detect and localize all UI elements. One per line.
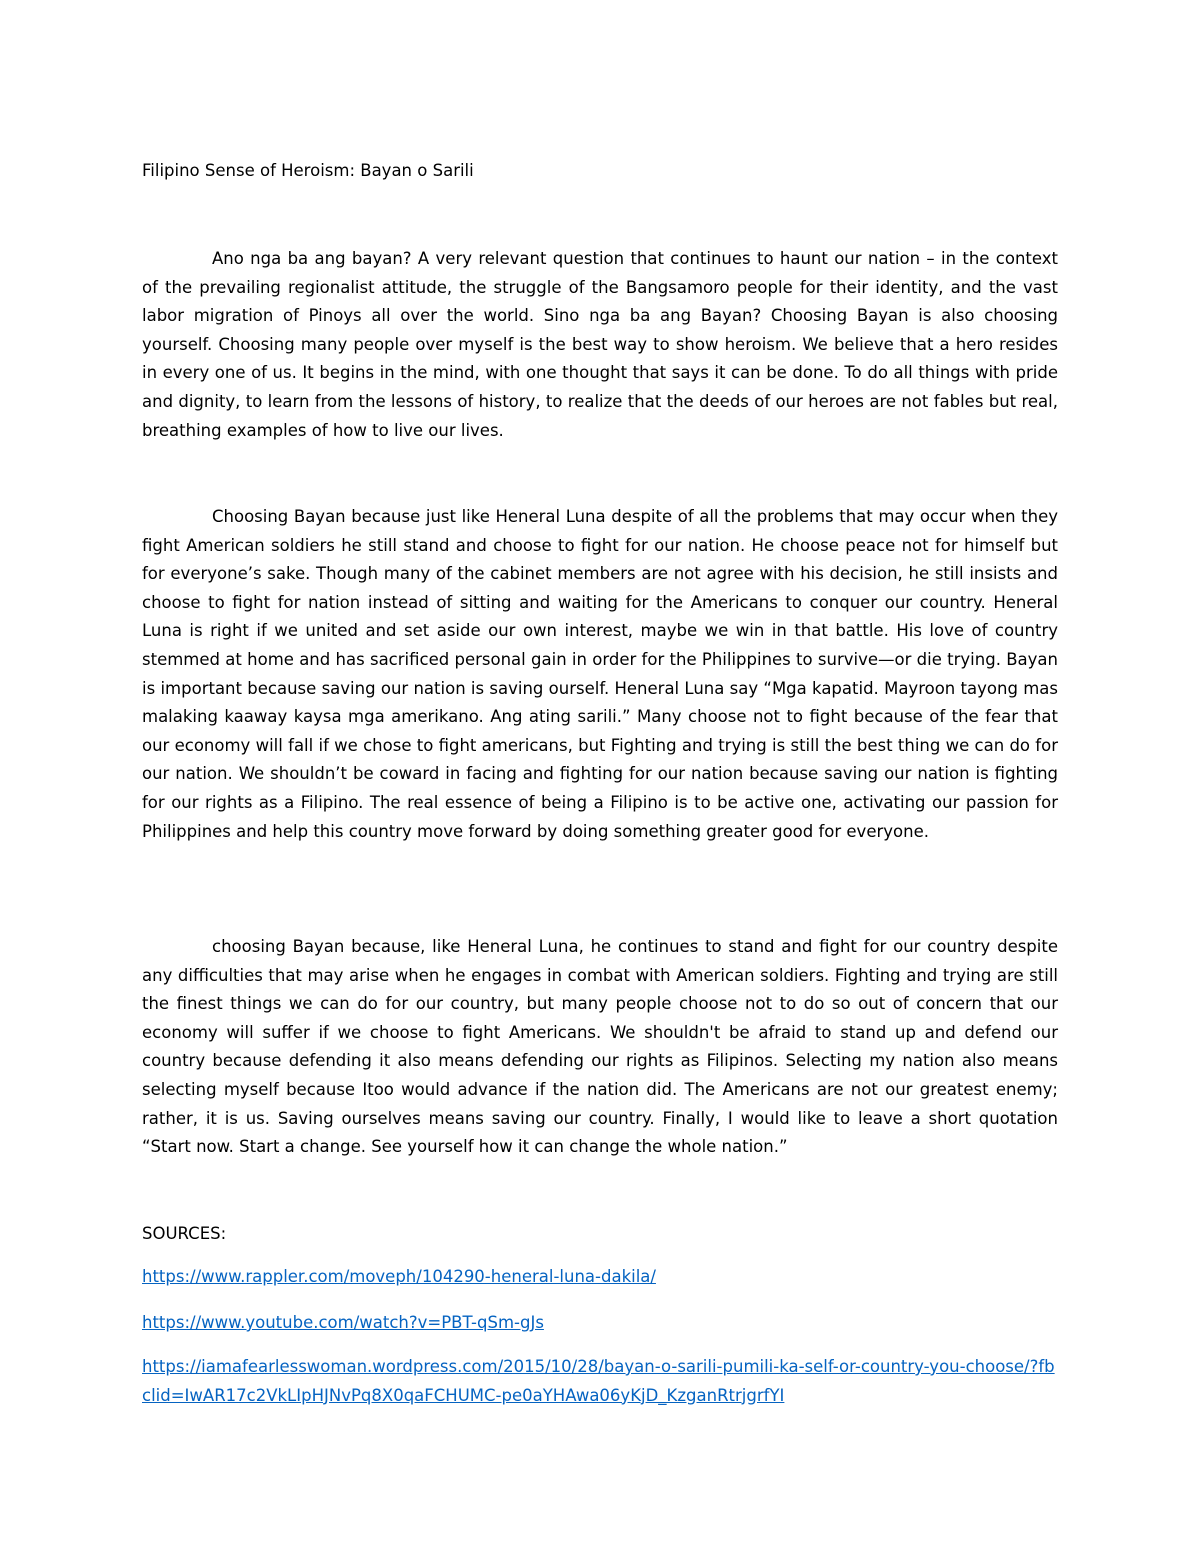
- sources-heading: SOURCES:: [142, 1224, 227, 1243]
- document-title: Filipino Sense of Heroism: Bayan o Sarili: [142, 161, 474, 180]
- body-paragraph-3: choosing Bayan because, like Heneral Luna, he continues to stand and fight for our country despite any difficulties that may arise when he engages in combat with American soldiers. Fighting and trying are still the finest things we can do for our country, but many people choose not to do so out of concern that our economy will suffer if we choose to fight Americans. We shouldn't be afraid to stand up and defend our country because defending it also means defending our rights as Filipinos. Selecting my nation also means selecting myself because Itoo would advance if the nation did. The Americans are not our greatest enemy; rather, it is us. Saving ourselves means saving our country. Finally, I would like to leave a short quotation “Start now. Start a change. See yourself how it can change the whole nation.”: [142, 937, 1058, 1157]
- source-link-youtube[interactable]: https://www.youtube.com/watch?v=PBT-qSm-gJs: [142, 1313, 544, 1332]
- source-link-wordpress[interactable]: https://iamafearlesswoman.wordpress.com/2015/10/28/bayan-o-sarili-pumili-ka-self-or-country-you-choose/?fbclid=IwAR17c2VkLIpHJNvPq8X0qaFCHUMC-pe0aYHAwa06yKjD_KzganRtrjgrfYI: [142, 1357, 1055, 1405]
- body-paragraph-1: Ano nga ba ang bayan? A very relevant question that continues to haunt our nation – in the context of the prevailing regionalist attitude, the struggle of the Bangsamoro people for their identity, and the vast labor migration of Pinoys all over the world. Sino nga ba ang Bayan? Choosing Bayan is also choosing yourself. Choosing many people over myself is the best way to show heroism. We believe that a hero resides in every one of us. It begins in the mind, with one thought that says it can be done. To do all things with pride and dignity, to learn from the lessons of history, to realize that the deeds of our heroes are not fables but real, breathing examples of how to live our lives.: [142, 249, 1058, 440]
- source-link-rappler[interactable]: https://www.rappler.com/moveph/104290-heneral-luna-dakila/: [142, 1267, 656, 1286]
- body-paragraph-2: Choosing Bayan because just like Heneral Luna despite of all the problems that may occur when they fight American soldiers he still stand and choose to fight for our nation. He choose peace not for himself but for everyone’s sake. Though many of the cabinet members are not agree with his decision, he still insists and choose to fight for nation instead of sitting and waiting for the Americans to conquer our country. Heneral Luna is right if we united and set aside our own interest, maybe we win in that battle. His love of country stemmed at home and has sacrificed personal gain in order for the Philippines to survive—or die trying. Bayan is important because saving our nation is saving ourself. Heneral Luna say “Mga kapatid. Mayroon tayong mas malaking kaaway kaysa mga amerikano. Ang ating sarili.” Many choose not to fight because of the fear that our economy will fall if we chose to fight americans, but Fighting and trying is still the best thing we can do for our nation. We shouldn’t be coward in facing and fighting for our nation because saving our nation is fighting for our rights as a Filipino. The real essence of being a Filipino is to be active one, activating our passion for Philippines and help this country move forward by doing something greater good for everyone.: [142, 507, 1058, 841]
